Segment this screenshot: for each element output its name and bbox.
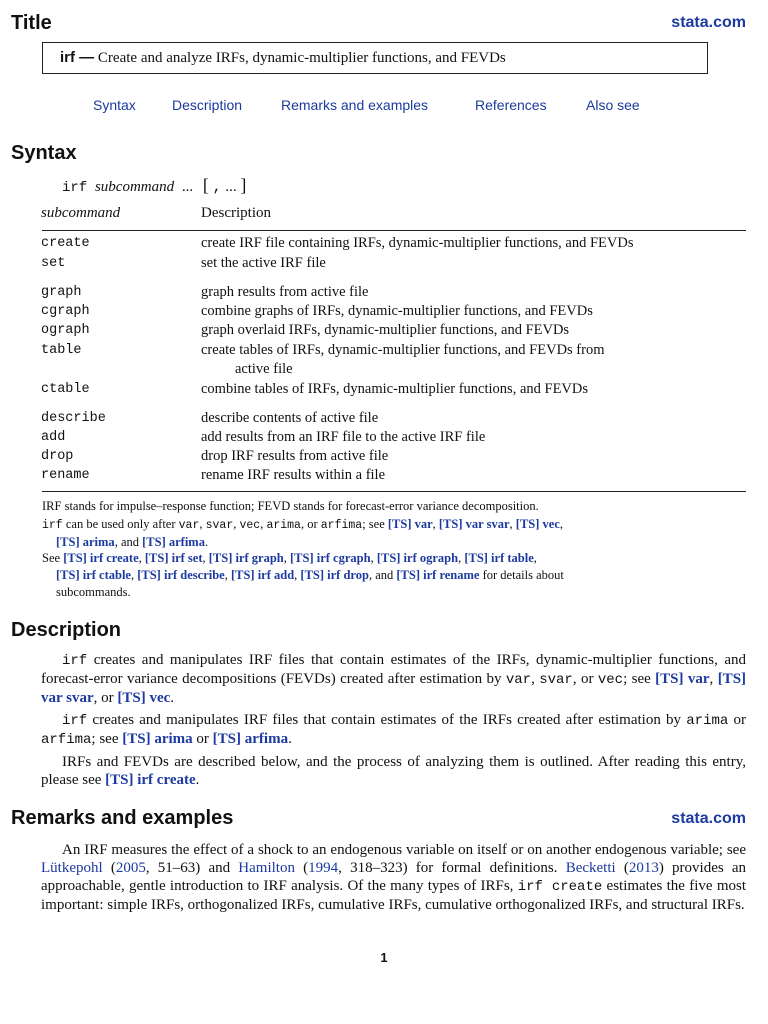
subcommand-name: describe [41,411,106,426]
stata-link-remarks[interactable]: stata.com [671,810,746,827]
link-ts-arima[interactable]: [TS] arima [56,535,115,549]
note-text: . [204,535,209,549]
subcommand-description: set the active IRF file [201,255,326,271]
stata-link[interactable]: stata.com [671,14,746,31]
subcommand-name: cgraph [41,304,90,319]
note-usage [42,516,742,551]
table-header-description: Description [201,205,271,221]
link-ts-var[interactable]: [TS] var [655,671,710,687]
link-irf-table[interactable]: [TS] irf table [464,551,534,565]
subcommand-name: rename [41,468,90,483]
code-irf: irf [62,713,88,729]
syntax-command: irf [62,180,88,196]
link-lutkepohl[interactable]: Lütkepohl [41,860,103,876]
link-ts-vec[interactable]: [TS] vec [515,517,560,531]
description-paragraph-1 [41,651,746,707]
para-text: , 318–323) for formal definitions. [338,860,566,876]
description-paragraph-2 [41,711,746,749]
nav-link-description[interactable]: Description [172,97,243,113]
code-arima: arima [686,713,729,729]
entry-description: Create and analyze IRFs, dynamic-multiplier functions, and FEVDs [97,50,506,66]
note-text: , and [114,535,143,549]
code-irf: irf [62,653,88,669]
link-becketti-year[interactable]: 2013 [628,860,659,876]
subcommand-description: create tables of IRFs, dynamic-multiplier functions, and FEVDs from [201,342,605,358]
code-var: var [505,672,532,688]
note-text: , [559,517,563,531]
entry-command: irf — [60,49,95,66]
syntax-dots: ... [181,179,194,195]
code-vec: vec [597,672,624,688]
syntax-comma: , [212,179,222,196]
link-irf-ograph[interactable]: [TS] irf ograph [376,551,459,565]
para-text: creates and manipulates IRF files that contain estimates of the IRFs created after estimation by [87,712,687,728]
code-svar: svar [205,519,234,532]
link-irf-create[interactable]: [TS] irf create [105,772,196,788]
nav-link-syntax[interactable]: Syntax [93,97,136,113]
note-text: , [199,517,206,531]
note-text: , [432,517,439,531]
note-text: , [260,517,267,531]
note-text: , [509,517,516,531]
subcommand-name: create [41,236,90,251]
subcommand-description: create IRF file containing IRFs, dynamic-multiplier functions, and FEVDs [201,235,634,251]
subcommand-description: rename IRF results within a file [201,467,386,483]
para-text: , 51–63) and [145,860,239,876]
para-text: ) provides an approachable, gentle introduction to IRF analysis. Of the many types of IRFs, [41,860,747,894]
para-text: . [170,690,175,706]
note-text: , [224,568,231,582]
code-vec: vec [239,519,261,532]
note-text: , [202,551,209,565]
syntax-heading: Syntax [11,142,77,164]
link-irf-rename[interactable]: [TS] irf rename [396,568,480,582]
subcommand-name: drop [41,449,74,464]
code-irf: irf [42,519,63,532]
nav-link-also-see[interactable]: Also see [586,97,640,113]
table-rule-bottom [42,491,746,492]
link-irf-cgraph[interactable]: [TS] irf cgraph [290,551,371,565]
link-hamilton[interactable]: Hamilton [238,860,295,876]
subcommand-name: add [41,430,66,445]
code-arfima: arfima [41,732,92,748]
para-text: IRFs and FEVDs are described below, and the process of analyzing them is outlined. After reading this entry, please see [41,754,746,788]
link-irf-drop[interactable]: [TS] irf drop [300,568,369,582]
link-ts-arima[interactable]: [TS] arima [122,731,193,747]
link-ts-var-svar[interactable]: [TS] var svar [438,517,510,531]
link-irf-ctable[interactable]: [TS] irf ctable [56,568,131,582]
syntax-close-bracket: ] [240,175,247,195]
link-becketti[interactable]: Becketti [565,860,616,876]
syntax-subcommand: subcommand [94,179,175,195]
syntax-open-bracket: [ [202,175,209,195]
code-arfima: arfima [320,519,363,532]
subcommand-name: ograph [41,323,90,338]
note-text: , [130,568,138,582]
description-heading: Description [11,619,122,641]
link-irf-create[interactable]: [TS] irf create [63,551,139,565]
link-ts-vec[interactable]: [TS] vec [117,690,171,706]
description-paragraph-3 [41,753,746,789]
subcommand-description: describe contents of active file [201,410,379,426]
link-hamilton-year[interactable]: 1994 [308,860,339,876]
link-ts-var-svar[interactable]: [TS] var svar [41,671,747,706]
table-header-subcommand: subcommand [41,205,121,221]
subcommand-name: table [41,343,82,358]
page-number: 1 [380,950,388,965]
note-text: , [283,551,290,565]
note-text: can be used only after [62,517,179,531]
remarks-heading: Remarks and examples [11,807,234,829]
entry-title-box [42,42,708,74]
subcommand-description-cont: active file [235,361,293,377]
para-text: or [728,712,747,728]
subcommand-description: add results from an IRF file to the active IRF file [201,429,486,445]
subcommand-name: set [41,256,66,271]
para-text: ( [615,860,629,876]
para-text: . [288,731,292,747]
link-irf-set[interactable]: [TS] irf set [144,551,203,565]
note-irf-definition: IRF stands for impulse–response function; FEVD stands for forecast-error variance decomposition. [42,499,539,513]
para-text: creates and manipulates IRF files that contain estimates of the IRFs, dynamic-multiplier functions, and forecast-error variance decompositions (FEVDs) created after estimation by [41,652,746,687]
link-irf-describe[interactable]: [TS] irf describe [137,568,225,582]
link-irf-graph[interactable]: [TS] irf graph [208,551,284,565]
para-text: An IRF measures the effect of a shock to an endogenous variable on itself or on another endogenous variable; see [62,842,746,858]
syntax-opt-dots: ... [225,179,237,195]
para-text: ; see [91,731,123,747]
note-text: , [138,551,145,565]
para-text: , or [572,671,598,687]
page-title: Title [11,12,52,34]
note-text: , or [300,517,321,531]
link-ts-arfima[interactable]: [TS] arfima [212,731,289,747]
para-text: or [192,731,213,747]
link-ts-arfima[interactable]: [TS] arfima [142,535,205,549]
subcommand-name: graph [41,285,82,300]
link-irf-add[interactable]: [TS] irf add [230,568,295,582]
link-ts-var[interactable]: [TS] var [387,517,433,531]
note-text: ; see [362,517,388,531]
link-lutkepohl-year[interactable]: 2005 [115,860,146,876]
para-text: ( [102,860,116,876]
code-arima: arima [266,519,301,532]
para-text: , [709,671,718,687]
code-var: var [178,519,200,532]
para-text: , [531,671,540,687]
para-text: ; see [623,671,656,687]
note-see-also [42,550,742,601]
note-text: See [42,551,64,565]
para-text: estimates the five most important: simple IRFs, orthogonalized IRFs, cumulative IRFs, cumulative orthogonalized IRFs, and structural IRFs. [41,878,747,913]
nav-link-remarks[interactable]: Remarks and examples [281,97,429,113]
subcommand-description: combine graphs of IRFs, dynamic-multiplier functions, and FEVDs [201,303,593,319]
para-text: . [195,772,200,788]
code-irf-create: irf create [517,879,603,895]
subcommand-description: drop IRF results from active file [201,448,389,464]
note-text: , [458,551,465,565]
note-text: , and [368,568,397,582]
para-text: , or [93,690,118,706]
syntax-line [62,175,246,196]
note-text: , [294,568,301,582]
table-rule-top [42,230,746,231]
note-text: , [533,551,537,565]
remarks-paragraph-1 [41,841,746,914]
subcommand-description: graph overlaid IRFs, dynamic-multiplier functions, and FEVDs [201,322,570,338]
code-svar: svar [539,672,573,688]
subcommand-description: graph results from active file [201,284,369,300]
subcommand-description: combine tables of IRFs, dynamic-multiplier functions, and FEVDs [201,381,589,397]
note-text: , [370,551,377,565]
para-text: ( [294,860,309,876]
note-text: for details about [479,568,564,582]
nav-link-references[interactable]: References [475,97,547,113]
note-text: , [233,517,240,531]
subcommand-name: ctable [41,382,90,397]
note-text: subcommands. [56,585,131,599]
